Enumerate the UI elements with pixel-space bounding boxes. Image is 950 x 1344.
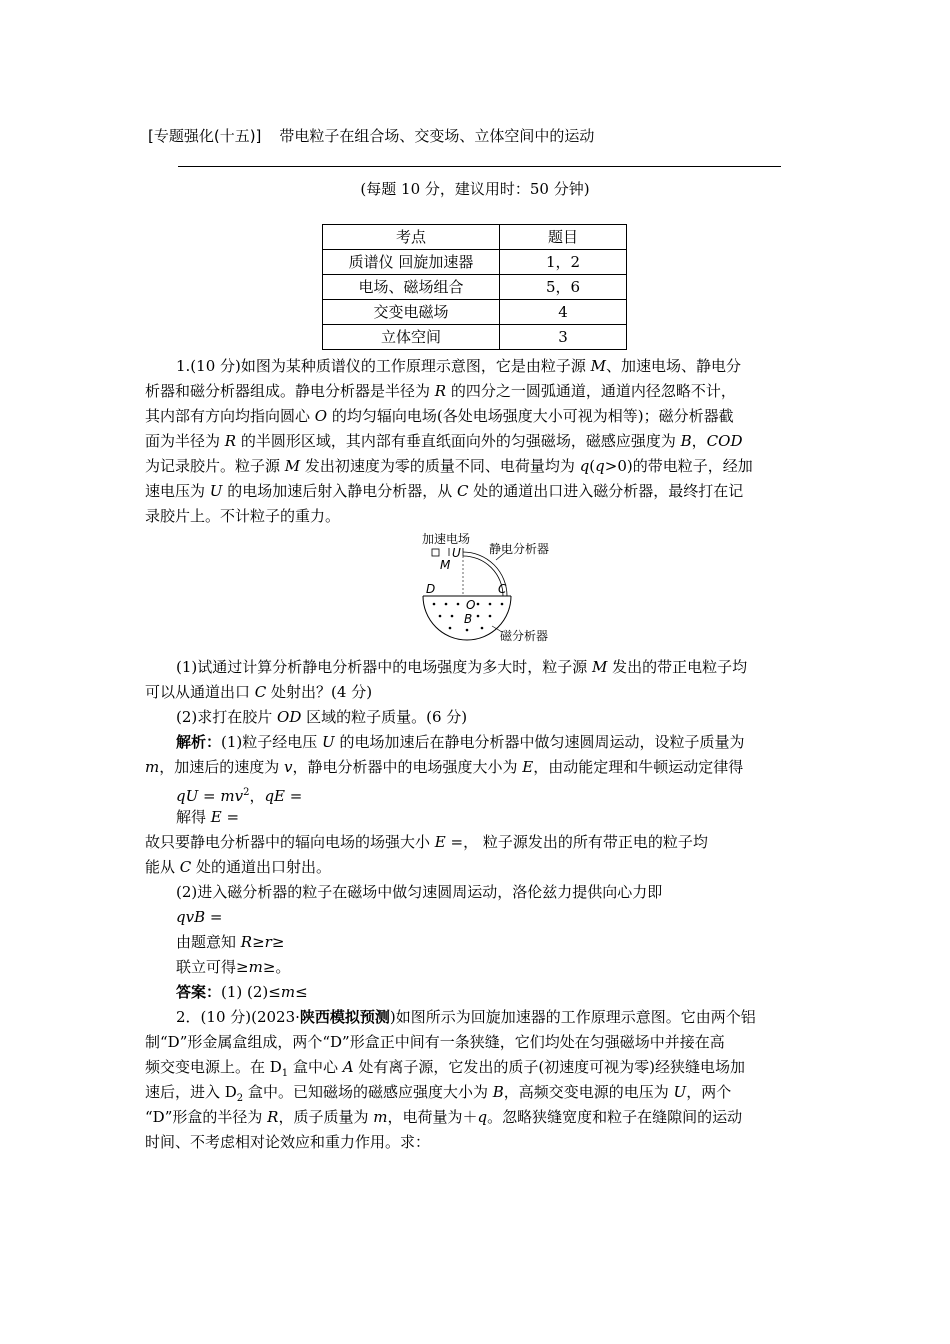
equation: qvB = bbox=[176, 908, 223, 926]
label-M: M bbox=[440, 558, 451, 572]
mass-spectrometer-figure bbox=[412, 530, 582, 650]
table-row: 质谱仪 回旋加速器 1，2 bbox=[323, 250, 627, 275]
q1-line: 1.(10 分)如图为某种质谱仪的工作原理示意图，它是由粒子源 M、加速电场、静电分 bbox=[176, 357, 742, 375]
label-D: D bbox=[426, 582, 436, 596]
page-title: [专题强化(十五)] 带电粒子在组合场、交变场、立体空间中的运动 bbox=[148, 127, 595, 145]
q1-part1: 可以从通道出口 C 处射出？(4 分) bbox=[145, 683, 373, 701]
table-header-row bbox=[323, 225, 627, 250]
solution-line: 能从 C 处的通道出口射出。 bbox=[145, 858, 332, 876]
solution-line: m，加速后的速度为 v，静电分析器中的电场强度大小为 E，由动能定理和牛顿运动定律得 bbox=[145, 758, 744, 776]
q2-line: 制“D”形金属盒组成，两个“D”形盒正中间有一条狭缝，它们均处在匀强磁场中并接在高 bbox=[145, 1033, 725, 1051]
label-B: B bbox=[464, 612, 473, 626]
solution-line: (2)进入磁分析器的粒子在磁场中做匀速圆周运动，洛伦兹力提供向心力即 bbox=[176, 883, 663, 901]
label-C: C bbox=[498, 582, 507, 596]
table-row: 交变电磁场 4 bbox=[323, 300, 627, 325]
equation: 解得 E = bbox=[176, 808, 240, 826]
label-static-analyzer: 静电分析器 bbox=[489, 542, 550, 556]
label-O: O bbox=[466, 598, 476, 612]
table-row: 立体空间 3 bbox=[323, 325, 627, 350]
label-accel-field: 加速电场 bbox=[422, 532, 471, 546]
q2-line: 速后，进入 $D_2$ 盒中。已知磁场的磁感应强度大小为 B，高频交变电源的电压为 U，两个 bbox=[145, 1083, 732, 1104]
title-rule bbox=[178, 166, 781, 167]
table-header: 题目 bbox=[500, 225, 627, 250]
table-header: 考点 bbox=[323, 225, 500, 250]
q1-line: 录胶片上。不计粒子的重力。 bbox=[145, 507, 341, 525]
time-note: (每题 10 分，建议用时：50 分钟) bbox=[360, 180, 590, 198]
solution-line: 解析：(1)粒子经电压 U 的电场加速后在静电分析器中做匀速圆周运动，设粒子质量为 bbox=[176, 733, 745, 751]
q1-part1: (1)试通过计算分析静电分析器中的电场强度为多大时，粒子源 M 发出的带正电粒子均 bbox=[176, 658, 748, 676]
table-row: 电场、磁场组合 5，6 bbox=[323, 275, 627, 300]
solution-line: 故只要静电分析器中的辐向电场的场强大小 E =， 粒子源发出的所有带正电的粒子均 bbox=[145, 833, 708, 851]
q1-part2: (2)求打在胶片 OD 区域的粒子质量。(6 分) bbox=[176, 708, 468, 726]
answer-line: 答案：(1) (2)≤m≤ bbox=[176, 983, 308, 1001]
source-box bbox=[432, 549, 439, 556]
q1-line: 面为半径为 R 的半圆形区域，其内部有垂直纸面向外的匀强磁场，磁感应强度为 B，COD bbox=[145, 432, 743, 450]
q2-line: “D”形盒的半径为 R，质子质量为 m，电荷量为＋q。忽略狭缝宽度和粒子在缝隙间的运动 bbox=[145, 1108, 743, 1126]
channel-inner bbox=[463, 556, 503, 596]
equation: 由题意知 R≥r≥ bbox=[176, 933, 285, 951]
label-U: U bbox=[452, 546, 461, 560]
label-magnetic-analyzer: 磁分析器 bbox=[500, 629, 549, 643]
q2-line: 2．(10 分)(2023·陕西模拟预测)如图所示为回旋加速器的工作原理示意图。它由两个铝 bbox=[176, 1008, 756, 1026]
q1-line: 析器和磁分析器组成。静电分析器是半径为 R 的四分之一圆弧通道，通道内径忽略不计， bbox=[145, 382, 736, 400]
q2-line: 频交变电源上。在 $D_1$ 盒中心 A 处有离子源，它发出的质子(初速度可视为零)经狭缝电场加 bbox=[145, 1058, 746, 1079]
equation: 联立可得≥m≥。 bbox=[176, 958, 291, 976]
q1-line: 为记录胶片。粒子源 M 发出初速度为零的质量不同、电荷量均为 q(q>0)的带电粒子，经加 bbox=[145, 457, 753, 475]
equation: qU = $mv^2$，qE = bbox=[176, 787, 303, 805]
q2-line: 时间、不考虑相对论效应和重力作用。求： bbox=[145, 1133, 431, 1151]
topic-table bbox=[322, 224, 627, 350]
q1-line: 其内部有方向均指向圆心 O 的均匀辐向电场(各处电场强度大小可视为相等)；磁分析器截 bbox=[145, 407, 734, 425]
q1-line: 速电压为 U 的电场加速后射入静电分析器，从 C 处的通道出口进入磁分析器，最终打在记 bbox=[145, 482, 744, 500]
